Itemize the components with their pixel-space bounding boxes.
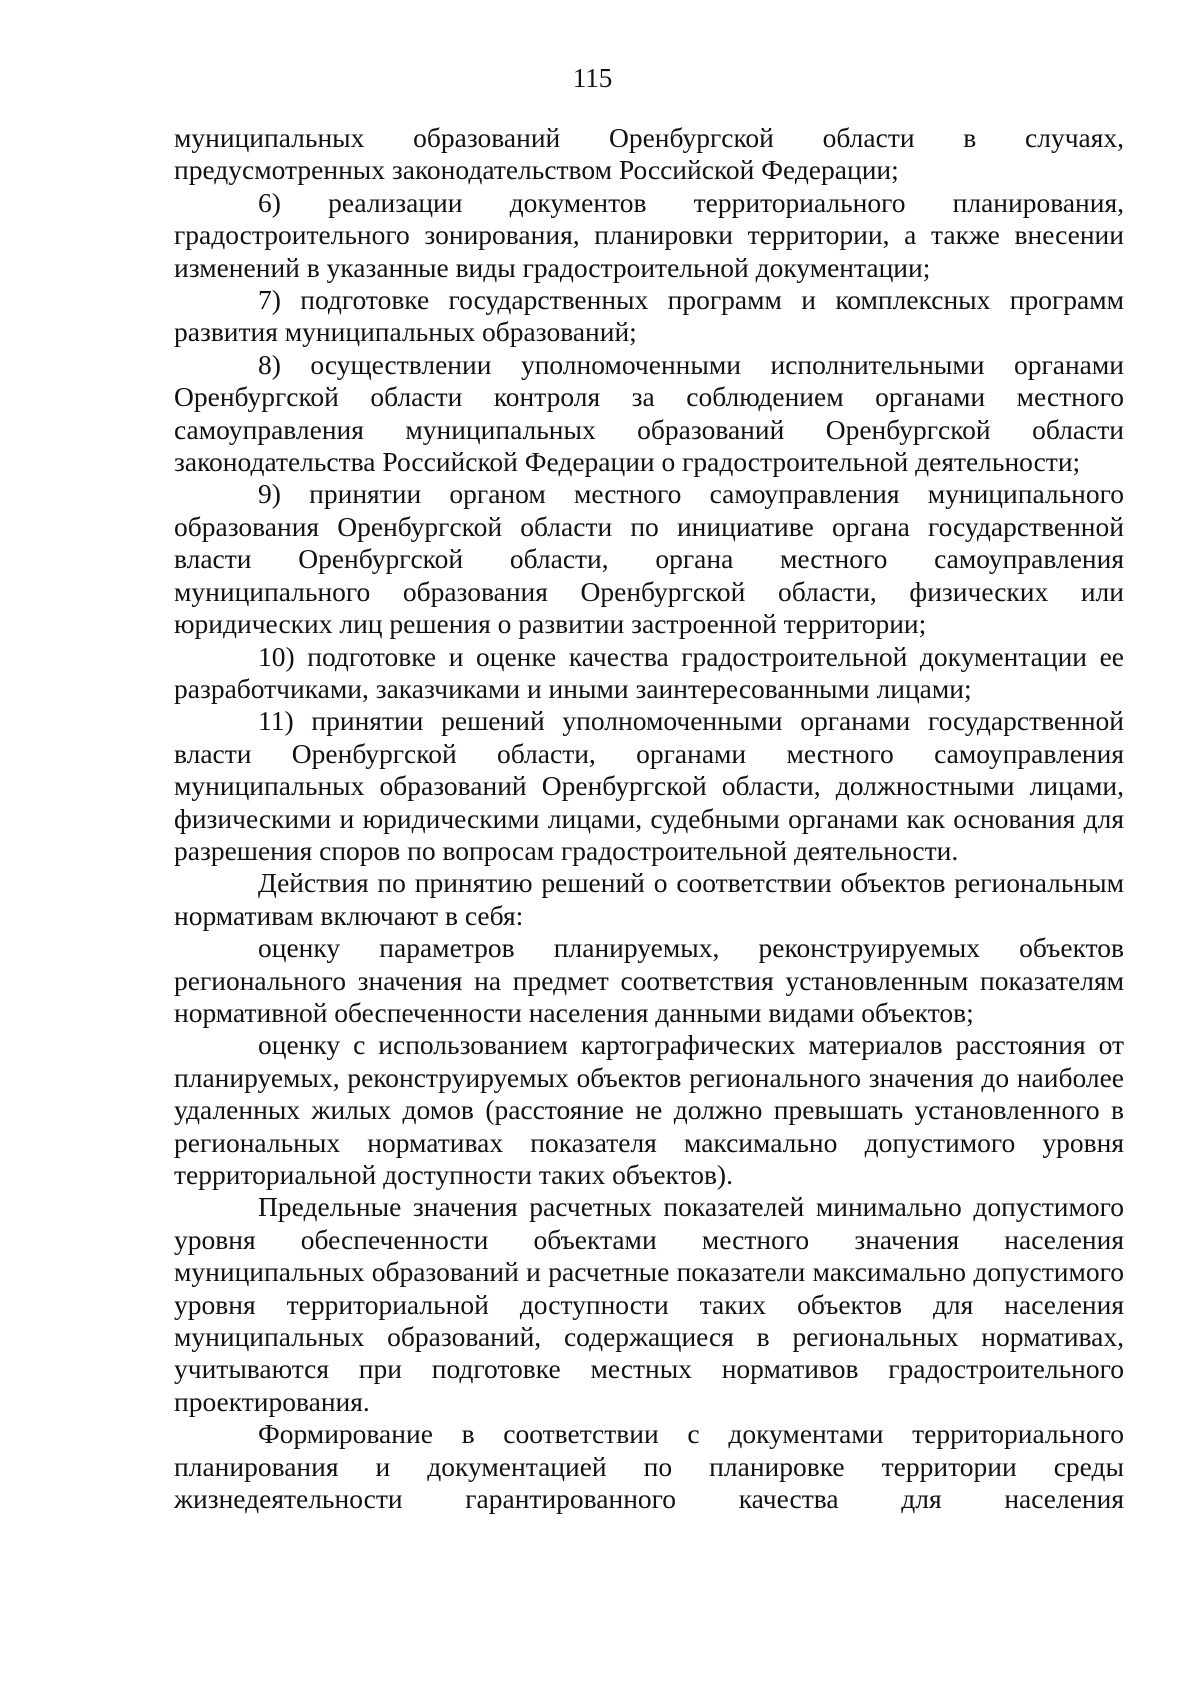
paragraph-formation: Формирование в соответствии с документами территориального планирования и документацией по планировке территории среды жизнедеятельности гарантированного качества для населения [174,1418,1124,1515]
document-body [174,122,1124,1515]
page-number: 115 [572,63,613,93]
paragraph-item-11: 11) принятии решений уполномоченными органами государственной власти Оренбургской области, органами местного самоуправления муниципальных образований Оренбургской области, должностными лицами, физическими и юридическими лицами, судебными органами как основания для разрешения споров по вопросам градостроительной деятельности. [174,705,1124,866]
paragraph-limit-values: Предельные значения расчетных показателей минимально допустимого уровня обеспеченности объектами местного значения населения муниципальных образований и расчетные показатели максимально допустимого уровня территориальной доступности таких объектов для населения муниципальных образований, содержащиеся в региональных нормативах, учитываются при подготовке местных нормативов градостроительного проектирования. [174,1191,1124,1417]
paragraph-item-8: 8) осуществлении уполномоченными исполнительными органами Оренбургской области контроля за соблюдением органами местного самоуправления муниципальных образований Оренбургской области законодательства Российской Федерации о градостроительной деятельности; [174,348,1124,478]
paragraph-assessment-parameters: оценку параметров планируемых, реконструируемых объектов регионального значения на предмет соответствия установленным показателям нормативной обеспеченности населения данными видами объектов; [174,932,1124,1028]
paragraph-item-9: 9) принятии органом местного самоуправления муниципального образования Оренбургской области по инициативе органа государственной власти Оренбургской области, органа местного самоуправления муниципального образования Оренбургской области, физических или юридических лиц решения о развитии застроенной территории; [174,478,1124,640]
paragraph-item-10: 10) подготовке и оценке качества градостроительной документации ее разработчиками, заказчиками и иными заинтересованными лицами; [174,640,1124,704]
paragraph-item-6: 6) реализации документов территориального планирования, градостроительного зонирования, планировки территории, а также внесении изменений в указанные виды градостроительной документации; [174,186,1124,283]
paragraph-assessment-distance: оценку с использованием картографических материалов расстояния от планируемых, реконструируемых объектов регионального значения до наиболее удаленных жилых домов (расстояние не должно превышать установленного в региональных нормативах показателя максимально допустимого уровня территориальной доступности таких объектов). [174,1029,1124,1190]
paragraph-continuation: муниципальных образований Оренбургской области в случаях, предусмотренных законодательством Российской Федерации; [174,122,1124,186]
paragraph-actions-intro: Действия по принятию решений о соответствии объектов региональным нормативам включают в себя: [174,867,1124,931]
paragraph-item-7: 7) подготовке государственных программ и комплексных программ развития муниципальных образований; [174,284,1124,348]
